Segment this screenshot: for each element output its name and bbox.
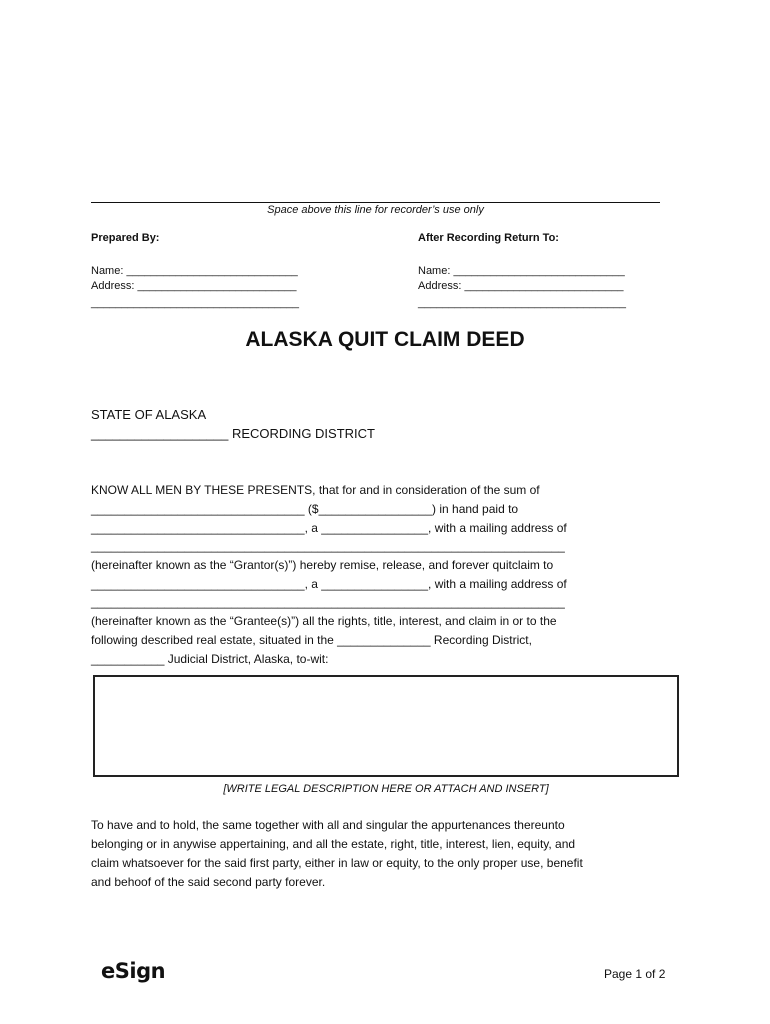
body-line: KNOW ALL MEN BY THESE PRESENTS, that for and in consideration of the sum of xyxy=(91,483,540,497)
esign-logo: eSign xyxy=(101,959,166,983)
return-to-heading: After Recording Return To: xyxy=(418,232,559,244)
state-line: STATE OF ALASKA xyxy=(91,407,207,422)
body-line[interactable]: ___________ Judicial District, Alaska, to-wit: xyxy=(91,652,329,666)
body-line[interactable]: _______________________________________________________________________ xyxy=(91,595,565,609)
prepared-by-extra-line[interactable]: __________________________________ xyxy=(91,297,300,309)
habendum-line: and behoof of the said second party forever. xyxy=(91,875,326,889)
prepared-by-address-field[interactable]: Address: __________________________ xyxy=(91,280,297,292)
body-line[interactable]: ________________________________, a ________________, with a mailing address of xyxy=(91,577,567,591)
body-line: (hereinafter known as the “Grantor(s)”) hereby remise, release, and forever quitclaim to xyxy=(91,558,554,572)
body-line[interactable]: ________________________________, a ________________, with a mailing address of xyxy=(91,521,567,535)
prepared-by-heading: Prepared By: xyxy=(91,232,160,244)
return-to-extra-line[interactable]: __________________________________ xyxy=(418,297,627,309)
body-line: (hereinafter known as the “Grantee(s)”) all the rights, title, interest, and claim in or to the xyxy=(91,614,557,628)
habendum-line: belonging or in anywise appertaining, and all the estate, right, title, interest, lien, equity, and xyxy=(91,837,576,851)
body-line[interactable]: following described real estate, situated in the ______________ Recording District, xyxy=(91,633,532,647)
prepared-by-name-field[interactable]: Name: ____________________________ xyxy=(91,265,298,277)
recorder-note: Space above this line for recorder’s use only xyxy=(267,204,484,216)
return-to-name-field[interactable]: Name: ____________________________ xyxy=(418,265,625,277)
legal-description-caption: [WRITE LEGAL DESCRIPTION HERE OR ATTACH AND INSERT] xyxy=(223,783,549,795)
legal-description-box[interactable] xyxy=(93,675,679,777)
habendum-line: To have and to hold, the same together with all and singular the appurtenances thereunto xyxy=(91,818,565,832)
habendum-line: claim whatsoever for the said first party, either in law or equity, to the only proper use, benefit xyxy=(91,856,583,870)
body-line[interactable]: ________________________________ ($_________________) in hand paid to xyxy=(91,502,519,516)
recording-district-field[interactable]: ___________________ RECORDING DISTRICT xyxy=(91,426,375,441)
document-title: ALASKA QUIT CLAIM DEED xyxy=(245,328,525,351)
return-to-address-field[interactable]: Address: __________________________ xyxy=(418,280,624,292)
page-number: Page 1 of 2 xyxy=(604,967,666,981)
body-line[interactable]: _______________________________________________________________________ xyxy=(91,539,565,553)
